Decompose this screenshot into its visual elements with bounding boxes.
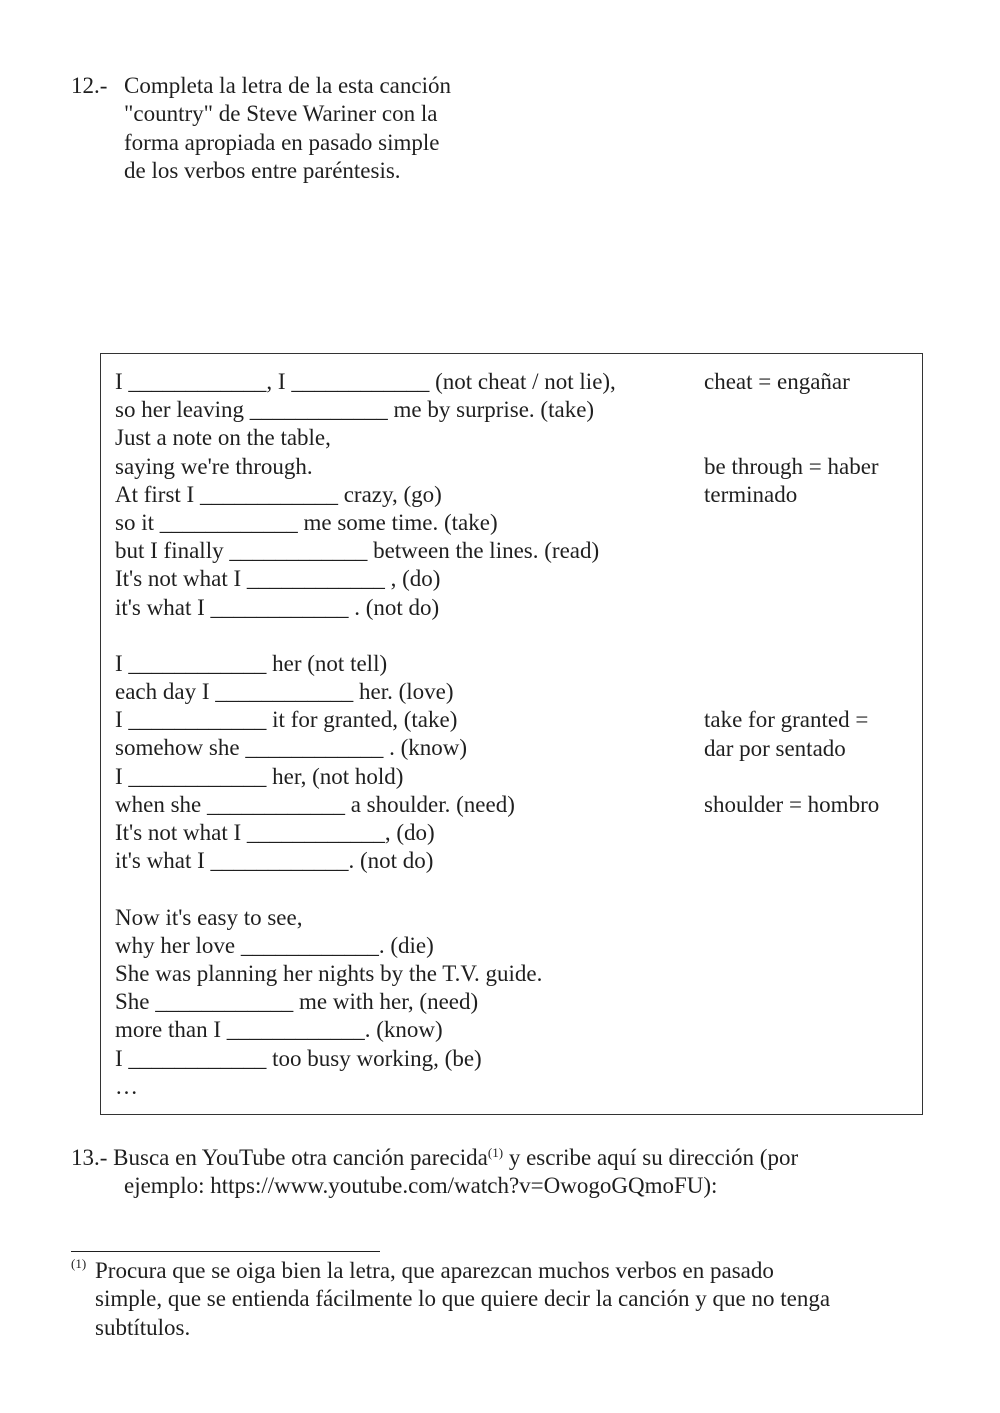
gloss-cheat: cheat = engañar <box>704 369 850 394</box>
song-lyrics <box>115 368 695 1101</box>
lyric-line: why her love ____________. (die) <box>115 932 434 958</box>
lyric-line: It's not what I ____________ , (do) <box>115 566 441 592</box>
instruction-line: forma apropiada en pasado simple <box>124 129 440 155</box>
instruction-line: Completa la letra de la esta canción <box>124 73 451 98</box>
lyric-line: I ____________ it for granted, (take) <box>115 707 458 733</box>
lyric-line: so her leaving ____________ me by surprise. (take) <box>115 397 595 423</box>
footnote-reference: (1) <box>487 1145 504 1160</box>
gloss-be-through-cont: terminado <box>704 481 798 507</box>
exercise-13 <box>71 1144 931 1201</box>
footnote-body <box>95 1257 925 1342</box>
lyric-line: Just a note on the table, <box>115 425 331 451</box>
exercise-13-line-2: ejemplo: https://www.youtube.com/watch?v=OwogoGQmoFU): <box>124 1173 718 1199</box>
lyric-line: It's not what I ____________, (do) <box>115 820 435 845</box>
lyric-line: when she ____________ a shoulder. (need) <box>115 791 515 817</box>
lyric-line: so it ____________ me some time. (take) <box>115 509 498 535</box>
song-lyrics-box <box>100 353 923 1115</box>
lyric-line: somehow she ____________ . (know) <box>115 735 467 761</box>
lyric-line: I ____________ her, (not hold) <box>115 763 404 789</box>
gloss-take-for-granted-cont: dar por sentado <box>704 735 846 761</box>
lyric-line: it's what I ____________ . (not do) <box>115 594 440 620</box>
gloss-be-through: be through = haber <box>704 453 879 479</box>
lyric-line: I ____________, I ____________ (not cheat / not lie), <box>115 369 616 394</box>
gloss-shoulder: shoulder = hombro <box>704 792 880 817</box>
footnote-mark-label: (1) <box>71 1256 87 1271</box>
lyric-line: At first I ____________ crazy, (go) <box>115 481 442 507</box>
footnote-line: Procura que se oiga bien la letra, que aparezcan muchos verbos en pasado <box>95 1258 774 1283</box>
gloss-take-for-granted: take for granted = <box>704 707 869 733</box>
footnote-mark <box>71 1257 86 1285</box>
lyric-line: Now it's easy to see, <box>115 904 303 930</box>
exercise-12-number: 12.- <box>71 73 108 98</box>
exercise-13-text: 13.- Busca en YouTube otra canción parecida <box>71 1145 488 1170</box>
lyric-line: it's what I ____________. (not do) <box>115 848 434 874</box>
instruction-line: "country" de Steve Wariner con la <box>124 101 438 127</box>
exercise-12-instructions <box>124 72 564 186</box>
lyric-line: … <box>115 1073 138 1099</box>
lyric-line: She ____________ me with her, (need) <box>115 989 479 1015</box>
exercise-13-line-1 <box>71 1144 931 1172</box>
instruction-line: de los verbos entre paréntesis. <box>124 158 401 184</box>
stanza-gap <box>115 622 695 650</box>
exercise-13-text-cont: y escribe aquí su dirección (por <box>503 1145 799 1170</box>
stanza-gap <box>115 875 695 903</box>
lyric-line: She was planning her nights by the T.V. guide. <box>115 960 543 986</box>
lyric-line: saying we're through. <box>115 453 313 479</box>
lyric-line: I ____________ too busy working, (be) <box>115 1045 482 1071</box>
lyric-line: each day I ____________ her. (love) <box>115 679 454 705</box>
footnote-separator <box>71 1251 380 1252</box>
footnote-line: simple, que se entienda fácilmente lo que quiere decir la canción y que no tenga <box>95 1286 831 1312</box>
lyric-line: I ____________ her (not tell) <box>115 650 388 676</box>
lyric-line: more than I ____________. (know) <box>115 1017 443 1043</box>
lyric-line: but I finally ____________ between the lines. (read) <box>115 538 600 564</box>
footnote-line: subtítulos. <box>95 1314 191 1340</box>
